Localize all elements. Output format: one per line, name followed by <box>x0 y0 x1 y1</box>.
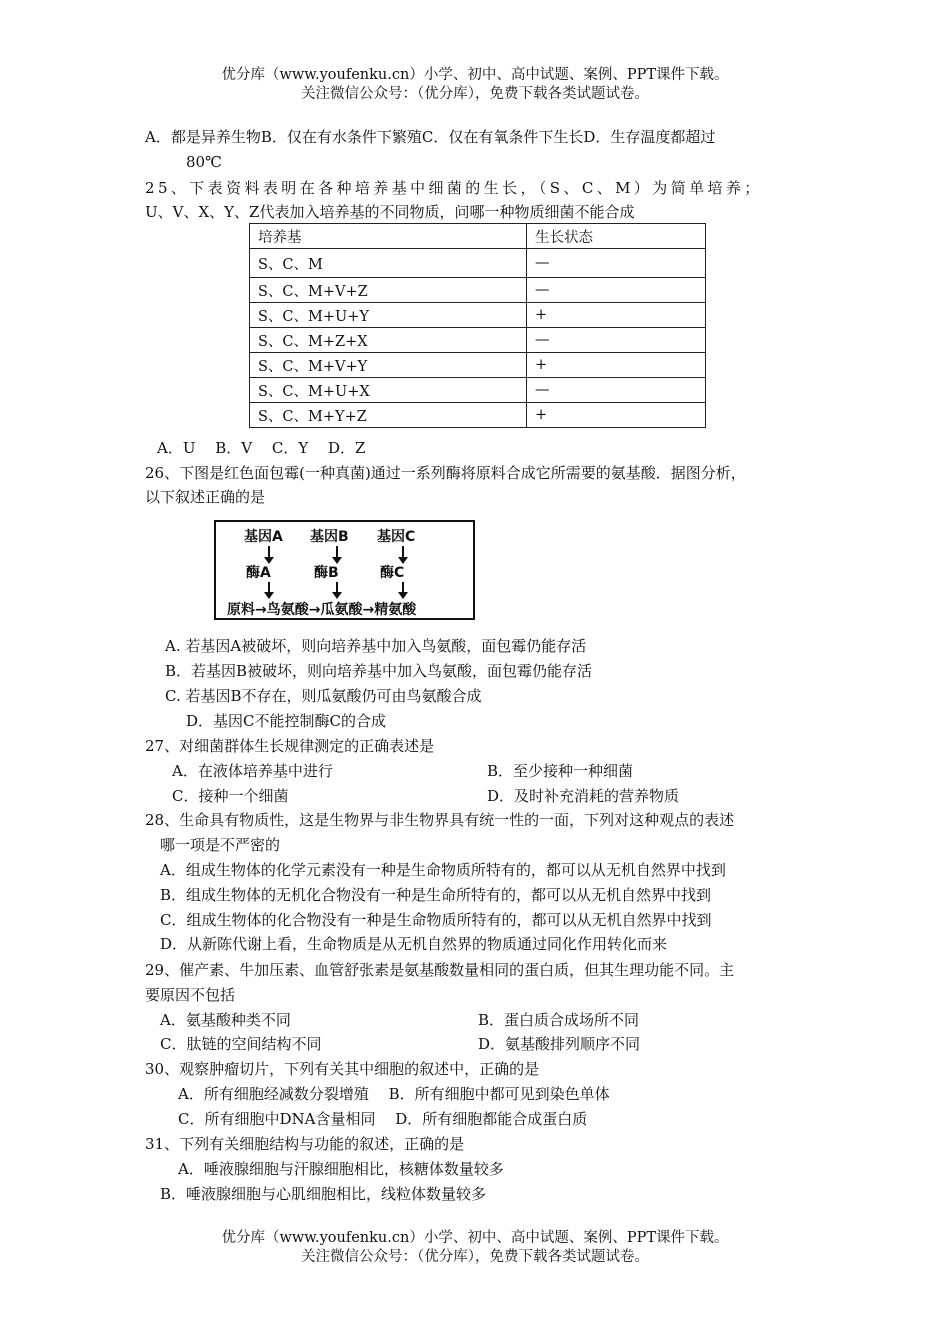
table-cell-medium: S、C、M+V+Z <box>250 278 527 303</box>
footer-line-2: 关注微信公众号：（优分库），免费下载各类试题试卷。 <box>301 1249 649 1265</box>
q29-option-d: D．氨基酸排列顺序不同 <box>478 1035 641 1053</box>
q27-option-d: D．及时补充消耗的营养物质 <box>487 787 680 805</box>
header-line-2: 关注微信公众号：（优分库），免费下载各类试题试卷。 <box>301 86 649 102</box>
gene-b-label: 基因B <box>310 529 349 545</box>
enzyme-c-label: 酶C <box>380 565 405 581</box>
table-row <box>250 278 706 303</box>
q30-stem: 30、观察肿瘤切片，下列有关其中细胞的叙述中，正确的是 <box>145 1060 540 1078</box>
header-line-1: 优分库（www.youfenku.cn）小学、初中、高中试题、案例、PPT课件下载。 <box>221 67 729 83</box>
q28-option-c: C．组成生物体的化合物没有一种是生命物质所特有的，都可以从无机自然界中找到 <box>160 911 712 929</box>
table-cell-growth: + <box>527 353 706 378</box>
q29-option-c: C．肽链的空间结构不同 <box>160 1035 322 1053</box>
enzyme-a-label: 酶A <box>246 565 271 581</box>
q30-options-cd: C．所有细胞中DNA含量相同 D．所有细胞都能合成蛋白质 <box>178 1110 588 1128</box>
q28-option-b: B．组成生物体的无机化合物没有一种是生命所特有的，都可以从无机自然界中找到 <box>160 886 712 904</box>
footer-line-1: 优分库（www.youfenku.cn）小学、初中、高中试题、案例、PPT课件下载。 <box>221 1230 729 1246</box>
q28-stem-2: 哪一项是不严密的 <box>160 836 281 854</box>
q27-stem: 27、对细菌群体生长规律测定的正确表述是 <box>145 737 435 755</box>
arrow-down-icon <box>402 546 404 558</box>
pathway-label: 原料→鸟氨酸→瓜氨酸→精氨酸 <box>227 602 417 618</box>
table-row <box>250 378 706 403</box>
q30-options-ab: A．所有细胞经减数分裂增殖 B．所有细胞中都可见到染色单体 <box>178 1085 610 1103</box>
q31-option-a: A．唾液腺细胞与汗腺细胞相比，核糖体数量较多 <box>178 1160 504 1178</box>
arrow-down-icon <box>268 546 270 558</box>
q31-option-b: B．唾液腺细胞与心肌细胞相比，线粒体数量较多 <box>160 1185 487 1203</box>
table-cell-medium: S、C、M+U+X <box>250 378 527 403</box>
gene-a-label: 基因A <box>244 529 283 545</box>
arrow-down-icon <box>336 546 338 558</box>
page-footer <box>0 1229 950 1267</box>
arrow-down-icon <box>336 582 338 593</box>
q26-stem-1: 26、下图是红色面包霉(一种真菌)通过一系列酶将原料合成它所需要的氨基酸．据图分析， <box>145 464 746 482</box>
q24-options-line-1: A．都是异养生物B．仅在有水条件下繁殖C．仅在有氧条件下生长D．生存温度都超过 <box>145 128 716 146</box>
q28-option-a: A．组成生物体的化学元素没有一种是生命物质所特有的，都可以从无机自然界中找到 <box>160 861 726 879</box>
q26-option-d: D．基因C不能控制酶C的合成 <box>186 712 386 730</box>
q28-option-d: D．从新陈代谢上看，生命物质是从无机自然界的物质通过同化作用转化而来 <box>160 935 668 953</box>
table-cell-growth: — <box>527 249 706 278</box>
q26-stem-2: 以下叙述正确的是 <box>145 488 266 506</box>
table-header-growth: 生长状态 <box>527 224 706 249</box>
q29-stem-2: 要原因不包括 <box>145 986 236 1004</box>
table-cell-medium: S、C、M+Y+Z <box>250 403 527 428</box>
table-cell-medium: S、C、M <box>250 249 527 278</box>
q25-options: A．U B．V C．Y D．Z <box>157 439 366 457</box>
table-cell-medium: S、C、M+Z+X <box>250 328 527 353</box>
q29-option-b: B．蛋白质合成场所不同 <box>478 1011 640 1029</box>
arrow-down-icon <box>268 582 270 593</box>
enzyme-b-label: 酶B <box>314 565 339 581</box>
q27-option-b: B．至少接种一种细菌 <box>487 762 634 780</box>
q28-stem-1: 28、生命具有物质性，这是生物界与非生物界具有统一性的一面，下列对这种观点的表述 <box>145 811 735 829</box>
q27-option-a: A．在液体培养基中进行 <box>172 762 333 780</box>
table-cell-medium: S、C、M+V+Y <box>250 353 527 378</box>
table-cell-growth: — <box>527 328 706 353</box>
table-row <box>250 249 706 278</box>
enzyme-pathway-diagram <box>214 520 475 620</box>
table-cell-growth: + <box>527 403 706 428</box>
gene-c-label: 基因C <box>377 529 416 545</box>
arrow-down-icon <box>402 582 404 593</box>
q29-option-a: A．氨基酸种类不同 <box>160 1011 291 1029</box>
culture-table <box>249 223 706 428</box>
table-row <box>250 328 706 353</box>
q25-stem-1: 25、下表资料表明在各种培养基中细菌的生长，（S、C、M）为简单培养； <box>145 179 763 197</box>
table-cell-medium: S、C、M+U+Y <box>250 303 527 328</box>
table-cell-growth: — <box>527 378 706 403</box>
table-cell-growth: + <box>527 303 706 328</box>
table-header-medium: 培养基 <box>250 224 527 249</box>
q31-stem: 31、下列有关细胞结构与功能的叙述，正确的是 <box>145 1135 465 1153</box>
table-row <box>250 353 706 378</box>
q25-stem-2: U、V、X、Y、Z代表加入培养基的不同物质，问哪一种物质细菌不能合成 <box>145 203 635 221</box>
q26-option-c: C. 若基因B不存在，则瓜氨酸仍可由鸟氨酸合成 <box>165 687 482 705</box>
table-row <box>250 403 706 428</box>
table-header-row <box>250 224 706 249</box>
table-cell-growth: — <box>527 278 706 303</box>
page-header <box>0 66 950 104</box>
q29-stem-1: 29、催产素、牛加压素、血管舒张素是氨基酸数量相同的蛋白质，但其生理功能不同。主 <box>145 961 735 979</box>
q26-option-b: B．若基因B被破坏，则向培养基中加入鸟氨酸，面包霉仍能存活 <box>165 662 593 680</box>
q27-option-c: C．接种一个细菌 <box>172 787 289 805</box>
q24-options-line-2: 80℃ <box>186 153 222 171</box>
table-row <box>250 303 706 328</box>
q26-option-a: A. 若基因A被破坏，则向培养基中加入鸟氨酸，面包霉仍能存活 <box>165 637 587 655</box>
